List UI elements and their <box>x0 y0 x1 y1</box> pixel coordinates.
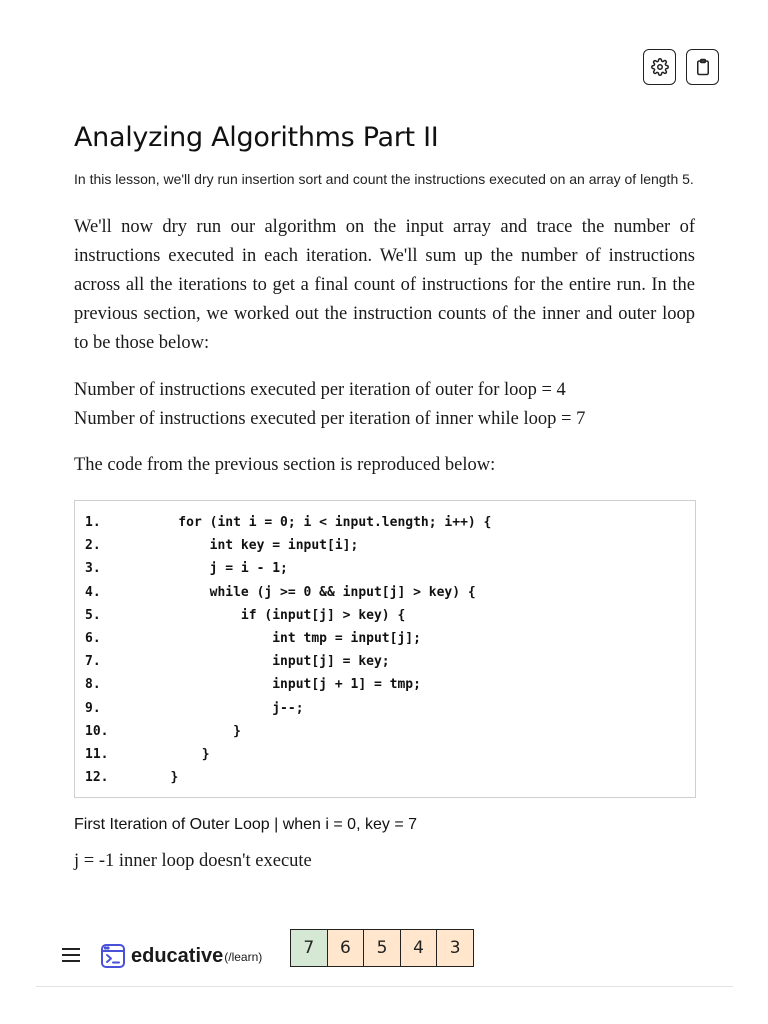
top-toolbar <box>643 49 719 85</box>
code-line <box>85 697 685 720</box>
educative-logo-icon <box>100 943 126 969</box>
lesson-summary: In this lesson, we'll dry run insertion sort and count the instructions executed on an array of length 5. <box>74 171 694 187</box>
line-number: 3. <box>85 561 101 577</box>
line-number: 4. <box>85 584 101 600</box>
code-line <box>85 720 685 743</box>
line-number: 5. <box>85 607 101 623</box>
array-visualization <box>290 929 474 967</box>
brand-name: educative <box>131 944 224 967</box>
hamburger-menu-icon[interactable] <box>62 948 80 962</box>
code-block <box>74 500 696 798</box>
line-text: j = i - 1; <box>147 561 288 577</box>
line-number: 7. <box>85 654 101 670</box>
array-cell: 3 <box>436 929 474 967</box>
line-number: 2. <box>85 538 101 554</box>
line-number: 1. <box>85 515 101 530</box>
settings-button[interactable] <box>643 49 676 85</box>
code-line <box>85 673 685 696</box>
code-line <box>85 604 685 627</box>
array-cell: 6 <box>327 929 365 967</box>
line-number: 8. <box>85 677 101 693</box>
lesson-paragraph: We'll now dry run our algorithm on the input array and trace the number of instructions executed in each iteration. We'll sum up the number of instructions across all the iterations to get a final count of instructions for the entire run. In the previous section, we worked out the instruction counts of the inner and outer loop to be those below: <box>74 217 695 353</box>
clipboard-button[interactable] <box>686 49 719 85</box>
array-cell: 5 <box>363 929 401 967</box>
line-text: while (j >= 0 && input[j] > key) { <box>147 584 476 600</box>
instruction-counts <box>74 376 695 434</box>
code-line <box>85 581 685 604</box>
page-title: Analyzing Algorithms Part II <box>74 122 439 153</box>
bottom-bar <box>36 929 733 987</box>
clipboard-icon <box>694 58 712 76</box>
code-line <box>85 511 685 534</box>
code-intro: The code from the previous section is reproduced below: <box>74 455 496 475</box>
line-text: input[j + 1] = tmp; <box>147 677 421 693</box>
array-cell: 4 <box>400 929 438 967</box>
code-line <box>85 743 685 766</box>
outer-loop-count: Number of instructions executed per iteration of outer for loop = 4 <box>74 380 566 400</box>
line-number: 11. <box>85 747 109 763</box>
line-text: j--; <box>147 700 304 716</box>
inner-loop-count: Number of instructions executed per iteration of inner while loop = 7 <box>74 409 586 429</box>
code-line <box>85 627 685 650</box>
array-cell: 7 <box>290 929 328 967</box>
iteration-note: j = -1 inner loop doesn't execute <box>74 851 312 872</box>
code-line <box>85 557 685 580</box>
line-text: } <box>147 747 210 763</box>
line-text: if (input[j] > key) { <box>147 607 406 623</box>
line-text: int tmp = input[j]; <box>147 631 421 647</box>
code-line <box>85 766 685 789</box>
line-text: for (int i = 0; i < input.length; i++) { <box>147 515 492 530</box>
line-number: 12. <box>85 770 109 786</box>
line-text: } <box>147 723 241 739</box>
iteration-heading: First Iteration of Outer Loop | when i = 0, key = 7 <box>74 816 417 834</box>
line-number: 9. <box>85 700 101 716</box>
line-text: input[j] = key; <box>147 654 390 670</box>
line-text: int key = input[i]; <box>147 538 359 554</box>
line-number: 6. <box>85 631 101 647</box>
code-line <box>85 534 685 557</box>
educative-logo[interactable] <box>100 943 262 969</box>
brand-suffix: (/learn) <box>224 950 263 964</box>
code-line <box>85 650 685 673</box>
lesson-content <box>74 118 695 876</box>
gear-icon <box>651 58 669 76</box>
line-number: 10. <box>85 723 109 739</box>
line-text: } <box>147 770 179 786</box>
